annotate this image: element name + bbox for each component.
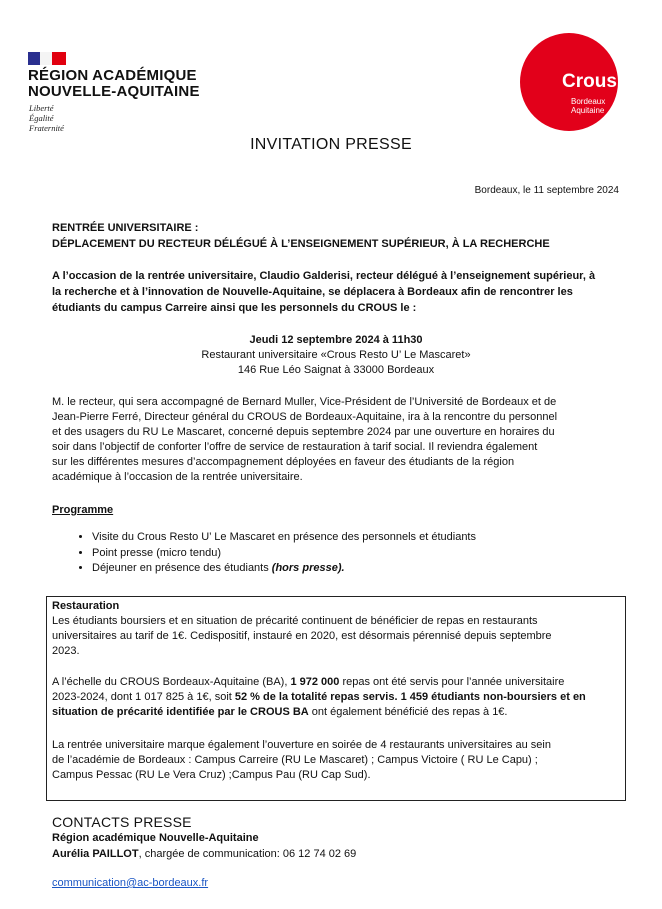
document-title: INVITATION PRESSE: [250, 136, 412, 153]
contacts-title: CONTACTS PRESSE: [52, 814, 192, 830]
region-name-line2: NOUVELLE-AQUITAINE: [28, 83, 200, 100]
restauration-p3-line1: La rentrée universitaire marque également l’ouverture en soirée de 4 restaurants universitaires au sein: [52, 739, 551, 751]
crous-logo-word: Crous: [562, 71, 617, 92]
intro-line1: A l’occasion de la rentrée universitaire, Claudio Galderisi, recteur délégué à l’enseignement supérieur, à: [52, 270, 596, 282]
event-date: Jeudi 12 septembre 2024 à 11h30: [249, 334, 423, 346]
body-line6: académique à l’occasion de la rentrée universitaire.: [52, 471, 303, 483]
restauration-p1-line3: 2023.: [52, 645, 80, 657]
crous-logo-sub1: Bordeaux: [571, 97, 606, 106]
restauration-p2-line3: situation de précarité identifiée par le CROUS BA ont également bénéficié des repas à 1€.: [52, 706, 508, 718]
intro-line3: étudiants du campus Carreire ainsi que les personnels du CROUS le :: [52, 302, 417, 314]
restauration-p3-line3: Campus Pessac (RU Le Vera Cruz) ;Campus Pau (RU Cap Sud).: [52, 769, 371, 781]
restauration-p1-line1: Les étudiants boursiers et en situation de précarité continuent de bénéficier de repas en restaurants: [52, 615, 538, 627]
motto-egalite: Égalité: [29, 113, 54, 123]
motto-liberte: Liberté: [29, 103, 54, 113]
heading-line1: RENTRÉE UNIVERSITAIRE :: [52, 222, 199, 234]
restauration-p3-line2: de l’académie de Bordeaux : Campus Carreire (RU Le Mascaret) ; Campus Victoire ( RU Le Capu) ;: [52, 754, 538, 766]
restauration-p2-line2: 2023-2024, dont 1 017 825 à 1€, soit 52 % de la totalité repas servis. 1 459 étudiants non-boursiers et en: [52, 691, 586, 703]
crous-logo-sub2: Aquitaine: [571, 106, 605, 115]
dateline: Bordeaux, le 11 septembre 2024: [474, 185, 619, 196]
list-item: • Déjeuner en présence des étudiants (hors presse).: [92, 561, 632, 577]
programme-list: [52, 530, 632, 577]
contact-email-link[interactable]: communication@ac-bordeaux.fr: [52, 877, 209, 889]
body-line3: et des usagers du RU Le Mascaret, concerné depuis septembre 2024 par une ouverture en horaires du: [52, 426, 555, 438]
programme-heading: Programme: [52, 504, 114, 516]
list-item: • Point presse (micro tendu): [92, 546, 632, 562]
crous-logo: [520, 33, 618, 131]
region-name-line1: RÉGION ACADÉMIQUE: [28, 67, 197, 84]
intro-line2: la recherche et à l’innovation de Nouvelle-Aquitaine, se déplacera à Bordeaux afin de rencontrer les: [52, 286, 573, 298]
motto-fraternite: Fraternité: [29, 123, 64, 133]
list-item: • Visite du Crous Resto U’ Le Mascaret en présence des personnels et étudiants: [92, 530, 632, 546]
restauration-p1-line2: universitaires au tarif de 1€. Cedispositif, instauré en 2020, est désormais pérennisé depuis septembre: [52, 630, 552, 642]
body-line5: sur les différentes mesures d’accompagnement déployées en faveur des étudiants de la région: [52, 456, 515, 468]
heading-line2: DÉPLACEMENT DU RECTEUR DÉLÉGUÉ À L’ENSEIGNEMENT SUPÉRIEUR, À LA RECHERCHE: [52, 238, 550, 250]
event-address: 146 Rue Léo Saignat à 33000 Bordeaux: [237, 364, 435, 376]
restauration-heading: Restauration: [52, 600, 120, 612]
republique-flag-logo: [28, 52, 66, 65]
contacts-org: Région académique Nouvelle-Aquitaine: [52, 832, 259, 844]
body-line1: M. le recteur, qui sera accompagné de Bernard Muller, Vice-Président de l’Université de Bordeaux et de: [52, 396, 557, 408]
hors-presse-emphasis: (hors presse).: [271, 562, 345, 574]
restauration-p2-line1: A l’échelle du CROUS Bordeaux-Aquitaine (BA), 1 972 000 repas ont été servis pour l’année universitaire: [52, 676, 565, 688]
contacts-person: Aurélia PAILLOT: [52, 848, 139, 860]
event-place: Restaurant universitaire «Crous Resto U’ Le Mascaret»: [201, 349, 471, 361]
body-line4: soir dans l’objectif de conforter l’offre de service de restauration à tarif social. Il reviendra également: [52, 441, 538, 453]
contacts-person-line: Aurélia PAILLOT, chargée de communication: 06 12 74 02 69: [52, 848, 357, 860]
body-line2: Jean-Pierre Ferré, Directeur général du CROUS de Bordeaux-Aquitaine, ira à la rencontre du personnel: [52, 411, 558, 423]
